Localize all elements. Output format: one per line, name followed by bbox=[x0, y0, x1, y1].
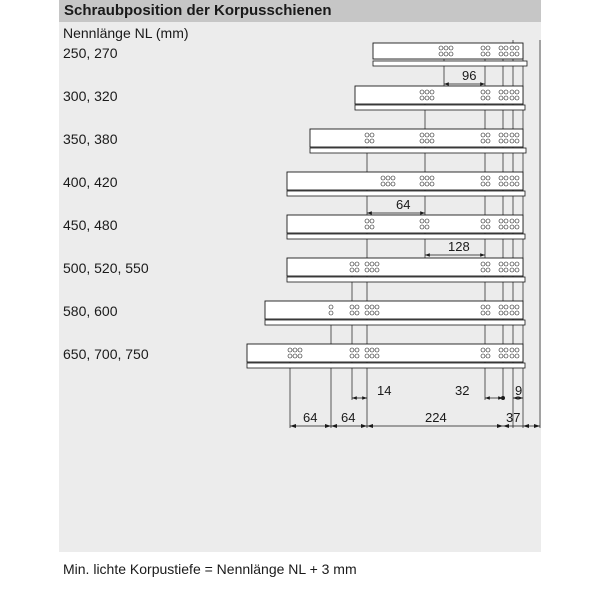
footer-note: Min. lichte Korpustiefe = Nennlänge NL + 3 mm bbox=[63, 561, 357, 577]
dim-14: 14 bbox=[377, 383, 392, 398]
page-title: Schraubposition der Korpusschienen bbox=[64, 2, 332, 19]
dimension-arrows-bottom bbox=[290, 396, 540, 428]
dim-224: 224 bbox=[425, 410, 447, 425]
row-label-450: 450, 480 bbox=[63, 217, 118, 233]
row-label-400: 400, 420 bbox=[63, 174, 118, 190]
nominal-length-heading: Nennlänge NL (mm) bbox=[63, 25, 189, 41]
row-label-250: 250, 270 bbox=[63, 45, 118, 61]
rail-350 bbox=[310, 129, 526, 153]
row-label-300: 300, 320 bbox=[63, 88, 118, 104]
dim-96: 96 bbox=[462, 68, 477, 83]
dim-32: 32 bbox=[455, 383, 470, 398]
row-label-500: 500, 520, 550 bbox=[63, 260, 149, 276]
row-label-650: 650, 700, 750 bbox=[63, 346, 149, 362]
dim-64-mid: 64 bbox=[396, 197, 411, 212]
dim-64-a: 64 bbox=[303, 410, 318, 425]
row-label-350: 350, 380 bbox=[63, 131, 118, 147]
dim-37: 37 bbox=[506, 410, 521, 425]
row-label-580: 580, 600 bbox=[63, 303, 118, 319]
dim-64-b: 64 bbox=[341, 410, 356, 425]
dim-9: 9 bbox=[515, 383, 523, 398]
dim-128: 128 bbox=[448, 239, 470, 254]
